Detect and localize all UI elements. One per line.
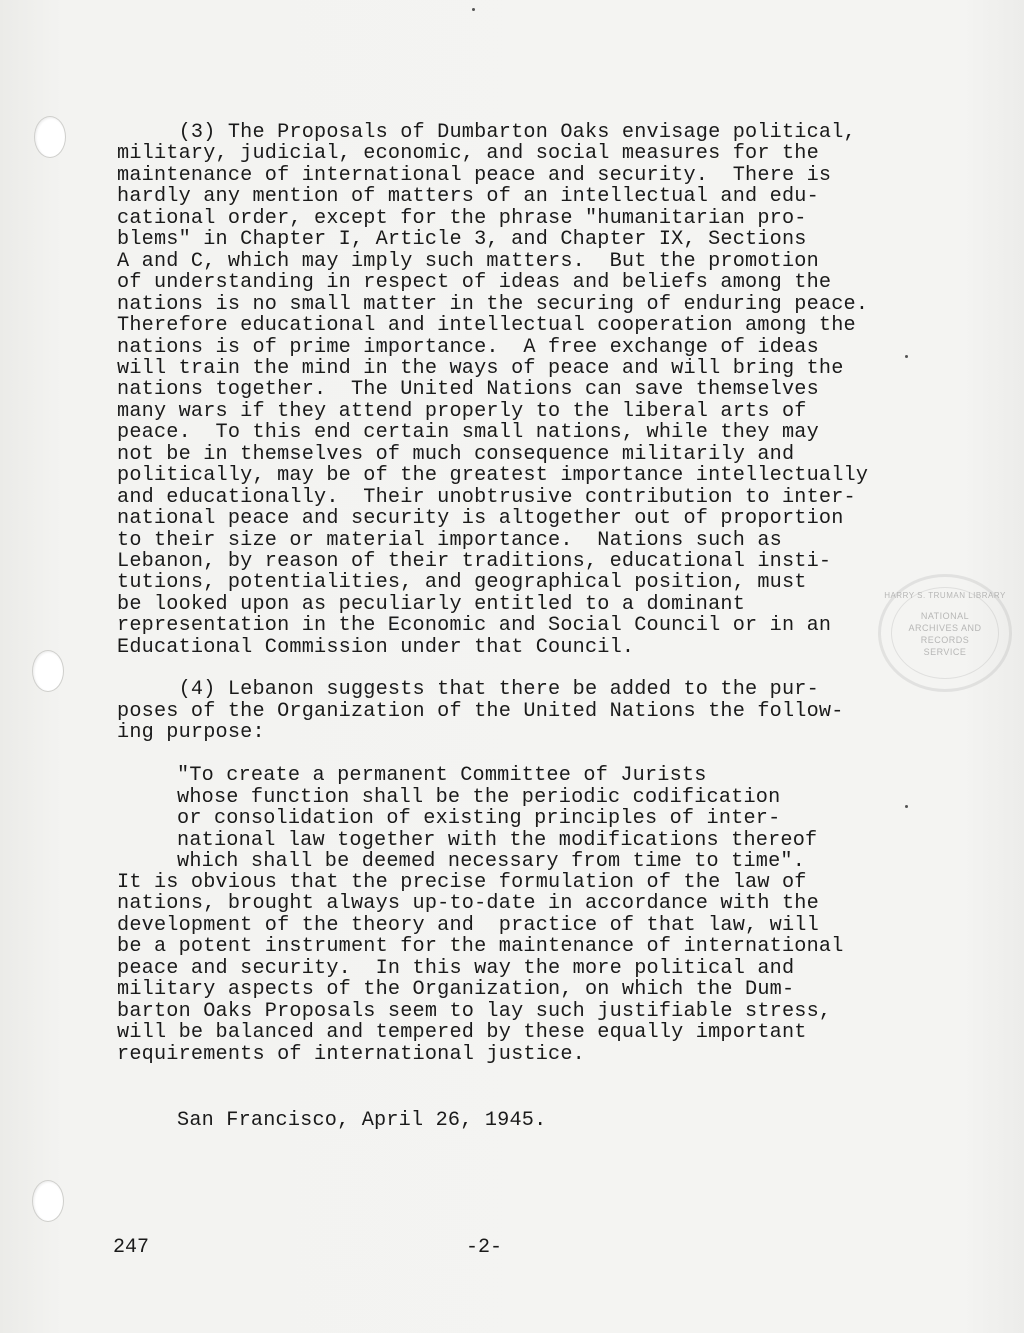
place-date: San Francisco, April 26, 1945. (177, 1109, 547, 1132)
text-line: national peace and security is altogether out of proportion (117, 507, 844, 531)
stamp-line: HARRY S. TRUMAN LIBRARY (884, 591, 1006, 600)
text-line: barton Oaks Proposals seem to lay such justifiable stress, (117, 999, 832, 1023)
text-line: tutions, potentialities, and geographical position, must (117, 571, 807, 595)
archival-stamp (878, 574, 1012, 692)
text-line: to their size or material importance. Nations such as (117, 528, 782, 552)
text-line: of understanding in respect of ideas and beliefs among the (117, 271, 832, 295)
text-line: will train the mind in the ways of peace and will bring the (117, 356, 844, 380)
text-line: cational order, except for the phrase "humanitarian pro- (117, 206, 807, 230)
text-line: (3) The Proposals of Dumbarton Oaks envisage political, (117, 121, 856, 144)
page-mark (905, 355, 908, 358)
document-number: 247 (113, 1236, 150, 1259)
text-line: politically, may be of the greatest importance intellectually (117, 464, 869, 488)
text-line: A and C, which may imply such matters. But the promotion (117, 249, 819, 273)
text-line: (4) Lebanon suggests that there be added to the pur- (117, 678, 819, 701)
text-line: nations is of prime importance. A free exchange of ideas (117, 335, 819, 359)
text-line: which shall be deemed necessary from time to time". (177, 850, 806, 873)
text-line: requirements of international justice. (117, 1042, 585, 1066)
text-line: military aspects of the Organization, on which the Dum- (117, 978, 795, 1002)
text-line: nations is no small matter in the securing of enduring peace. (117, 292, 869, 316)
text-line: blems" in Chapter I, Article 3, and Chapter IX, Sections (117, 228, 807, 252)
text-line: Therefore educational and intellectual cooperation among the (117, 314, 856, 338)
text-line: peace and security. In this way the more political and (117, 956, 795, 980)
punch-hole-middle (32, 650, 64, 692)
text-line: or consolidation of existing principles of inter- (177, 807, 781, 830)
stamp-line: NATIONAL (920, 611, 970, 621)
text-line: not be in themselves of much consequence militarily and (117, 442, 795, 466)
page-mark (472, 8, 475, 11)
text-line: nations, brought always up-to-date in accordance with the (117, 892, 819, 916)
stamp-line: ARCHIVES AND (908, 623, 982, 633)
text-line: hardly any mention of matters of an intellectual and edu- (117, 185, 819, 209)
text-line: representation in the Economic and Social Council or in an (117, 614, 832, 638)
page-number: -2- (466, 1236, 503, 1259)
text-line: will be balanced and tempered by these equally important (117, 1021, 807, 1045)
stamp-line: RECORDS (920, 635, 970, 645)
text-line: It is obvious that the precise formulation of the law of (117, 871, 807, 894)
punch-hole-top (34, 116, 66, 158)
text-line: national law together with the modifications thereof (177, 828, 818, 852)
text-line: ing purpose: (117, 721, 265, 744)
text-line: Lebanon, by reason of their traditions, educational insti- (117, 550, 832, 573)
text-line: be a potent instrument for the maintenance of international (117, 935, 844, 959)
punch-hole-bottom (32, 1180, 64, 1222)
text-line: peace. To this end certain small nations, while they may (117, 421, 819, 445)
stamp-line: SERVICE (923, 647, 967, 657)
text-line: nations together. The United Nations can save themselves (117, 378, 819, 402)
text-line: Educational Commission under that Council. (117, 635, 635, 659)
text-line: and educationally. Their unobtrusive contribution to inter- (117, 485, 856, 509)
text-line: "To create a permanent Committee of Jurists (177, 764, 707, 787)
text-line: development of the theory and practice of that law, will (117, 913, 819, 937)
text-line: poses of the Organization of the United Nations the follow- (117, 699, 844, 723)
text-line: whose function shall be the periodic codification (177, 785, 781, 809)
text-line: military, judicial, economic, and social measures for the (117, 142, 819, 166)
text-line: maintenance of international peace and security. There is (117, 163, 832, 187)
text-line: many wars if they attend properly to the liberal arts of (117, 399, 807, 423)
text-line: be looked upon as peculiarly entitled to a dominant (117, 592, 746, 616)
page-mark (905, 805, 908, 808)
